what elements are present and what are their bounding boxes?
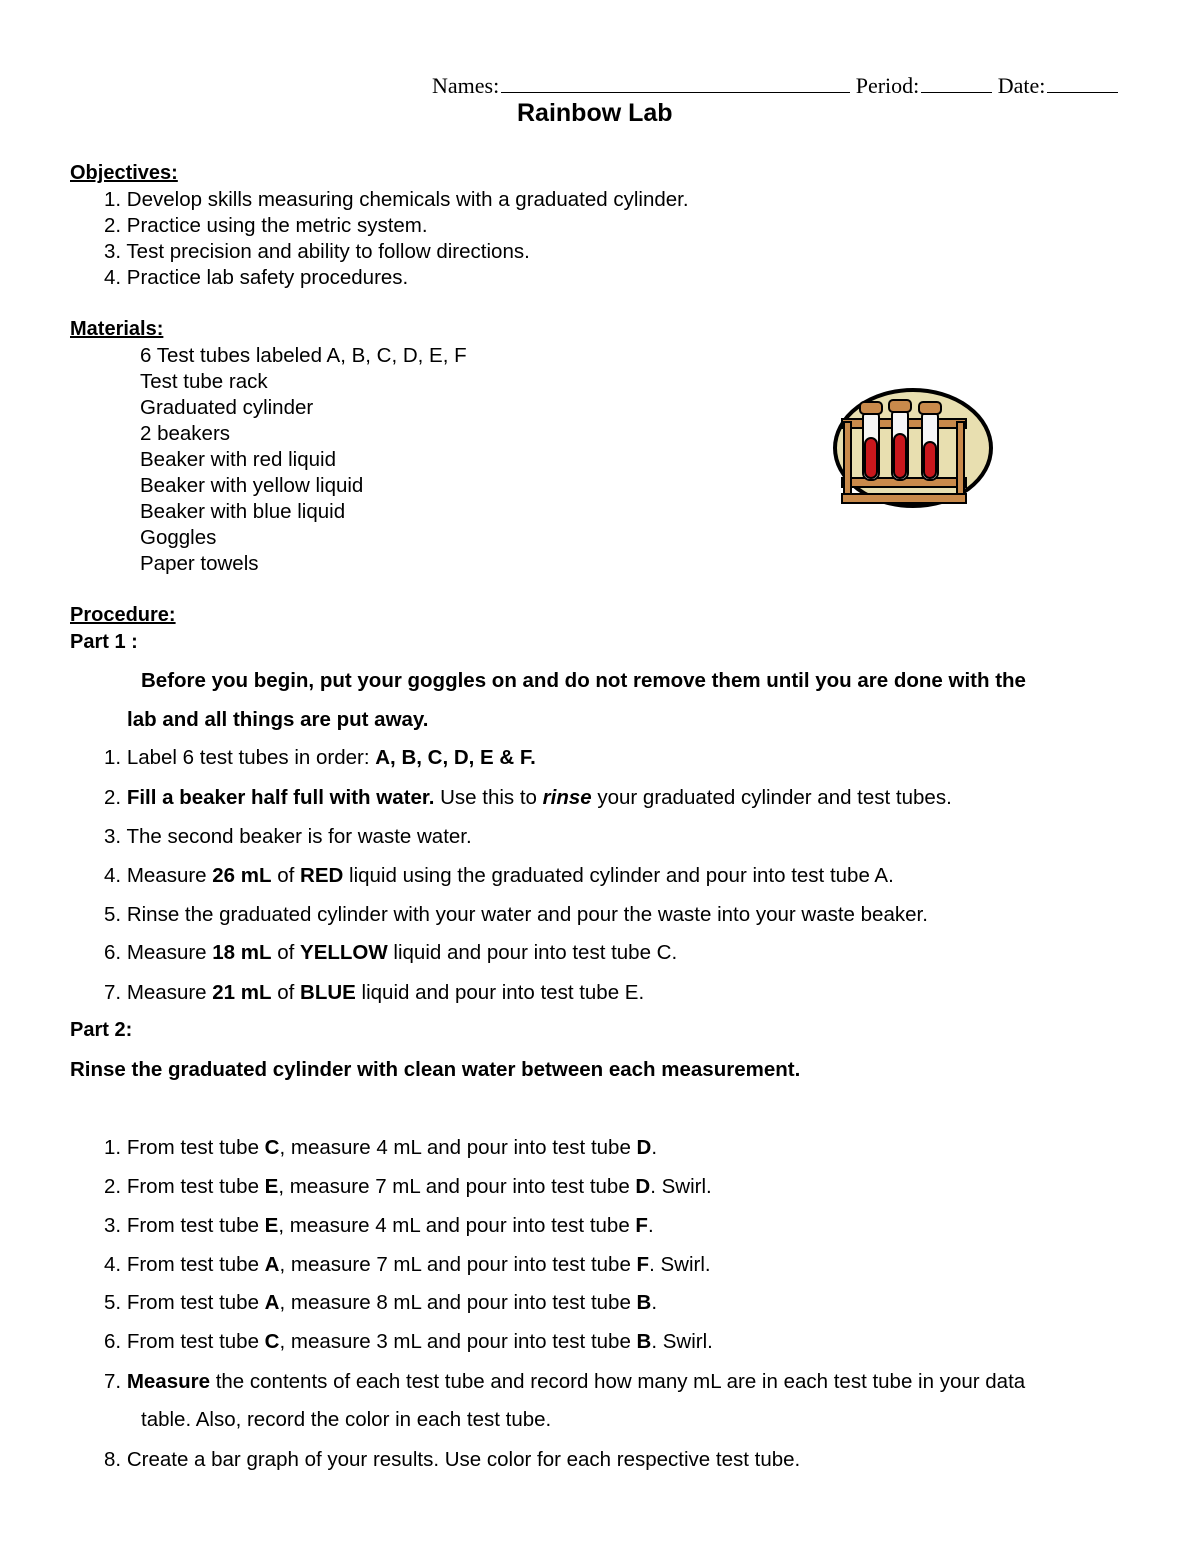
material-item: Graduated cylinder [140,396,314,419]
safety-warning-line1: Before you begin, put your goggles on and do not remove them until you are done with the [141,669,1026,692]
objective-item: 2. Practice using the metric system. [104,214,428,237]
test-tube-rack-icon [826,386,996,516]
part2-step: 1. From test tube C, measure 4 mL and pour into test tube D. [104,1136,658,1159]
safety-warning-line2: lab and all things are put away. [127,708,429,731]
objectives-heading: Objectives: [70,162,178,184]
date-blank[interactable] [1047,74,1118,93]
part1-step: 5. Rinse the graduated cylinder with your water and pour the waste into your waste beaker. [104,903,928,926]
part1-step: 1. Label 6 test tubes in order: A, B, C, D, E & F. [104,746,536,769]
procedure-heading: Procedure: [70,604,176,626]
material-item: Beaker with yellow liquid [140,474,364,497]
material-item: Paper towels [140,552,259,575]
objective-item: 3. Test precision and ability to follow directions. [104,240,530,263]
materials-heading: Materials: [70,318,164,340]
period-blank[interactable] [921,74,992,93]
part2-instruction: Rinse the graduated cylinder with clean water between each measurement. [70,1058,801,1081]
material-item: Beaker with blue liquid [140,500,346,523]
part2-step: 2. From test tube E, measure 7 mL and pour into test tube D. Swirl. [104,1175,712,1198]
names-blank[interactable] [501,74,850,93]
material-item: 2 beakers [140,422,231,445]
material-item: 6 Test tubes labeled A, B, C, D, E, F [140,344,467,367]
part2-step: 4. From test tube A, measure 7 mL and pour into test tube F. Swirl. [104,1253,711,1276]
material-item: Goggles [140,526,217,549]
part2-step: 3. From test tube E, measure 4 mL and pour into test tube F. [104,1214,654,1237]
part2-step-continuation: table. Also, record the color in each test tube. [141,1408,552,1431]
material-item: Test tube rack [140,370,268,393]
part1-step: 3. The second beaker is for waste water. [104,825,472,848]
part1-step: 7. Measure 21 mL of BLUE liquid and pour into test tube E. [104,981,645,1004]
date-label: Date: [997,73,1046,98]
part2-heading: Part 2: [70,1019,133,1041]
clipart-oval [835,390,991,506]
objective-item: 1. Develop skills measuring chemicals with a graduated cylinder. [104,188,689,211]
part2-step: 8. Create a bar graph of your results. Use color for each respective test tube. [104,1448,801,1471]
part2-step: 5. From test tube A, measure 8 mL and pour into test tube B. [104,1291,658,1314]
page-title: Rainbow Lab [517,99,673,127]
part1-heading: Part 1 : [70,631,138,653]
part1-step: 6. Measure 18 mL of YELLOW liquid and pour into test tube C. [104,941,678,964]
header-fields [432,73,1118,99]
part1-step: 2. Fill a beaker half full with water. Use this to rinse your graduated cylinder and test tubes. [104,786,952,809]
objective-item: 4. Practice lab safety procedures. [104,266,409,289]
part2-step: 6. From test tube C, measure 3 mL and pour into test tube B. Swirl. [104,1330,713,1353]
names-label: Names: [432,73,500,98]
part2-step: 7. Measure the contents of each test tube and record how many mL are in each test tube in your data [104,1370,1026,1393]
part1-step: 4. Measure 26 mL of RED liquid using the graduated cylinder and pour into test tube A. [104,864,894,887]
period-label: Period: [855,73,920,98]
material-item: Beaker with red liquid [140,448,336,471]
